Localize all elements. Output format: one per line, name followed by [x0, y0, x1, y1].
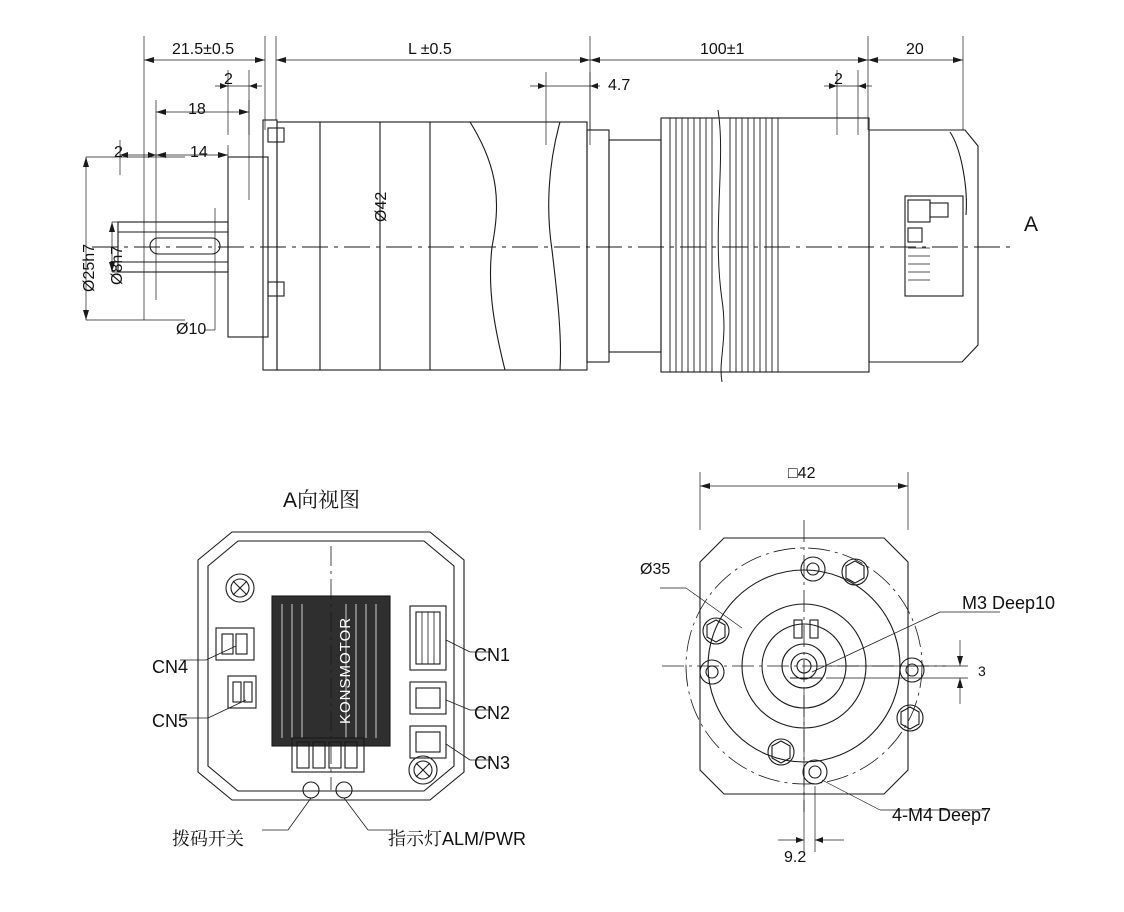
dim-key-seat: 14 — [190, 144, 208, 161]
dim-hole-position: 9.2 — [784, 849, 807, 866]
dim-flange-gap: 4.7 — [608, 77, 631, 94]
a-view-geometry — [180, 532, 492, 830]
dim-step-right: 2 — [834, 71, 843, 88]
callout-cn5: CN5 — [152, 711, 189, 731]
dim-shaft-boss-diameter: Ø25h7 — [81, 243, 98, 292]
callout-cn3: CN3 — [474, 753, 511, 773]
dim-pilot-diameter: Ø10 — [176, 321, 207, 338]
a-view-title: A向视图 — [283, 489, 361, 512]
dim-driver-length: 20 — [906, 41, 924, 58]
dim-center-tap: M3 Deep10 — [962, 593, 1056, 613]
callout-dip-switch: 拨码开关 — [172, 829, 244, 849]
mounting-holes — [700, 557, 924, 784]
dim-flat-depth: 3 — [978, 663, 986, 679]
dim-shaft-diameter: Ø8h7 — [109, 245, 126, 285]
dim-square-size: □42 — [788, 465, 816, 482]
dim-shaft-section: 21.5±0.5 — [172, 41, 235, 58]
view-arrow-label-a: A — [1024, 213, 1039, 236]
front-view-geometry — [660, 472, 1000, 852]
callout-cn1: CN1 — [474, 645, 511, 665]
dim-bolt-circle: Ø35 — [640, 561, 671, 578]
dim-gearbox-length: L ±0.5 — [408, 41, 452, 58]
callout-indicator-leds: 指示灯ALM/PWR — [388, 829, 527, 849]
dim-key-length: 18 — [188, 101, 206, 118]
main-side-view-geometry — [118, 110, 978, 382]
dim-motor-length: 100±1 — [700, 41, 745, 58]
dim-body-diameter: Ø42 — [373, 191, 390, 222]
dim-mounting-holes: 4-M4 Deep7 — [892, 805, 992, 825]
dim-step-left: 2 — [224, 71, 233, 88]
brand-label: KONSMOTOR — [337, 616, 354, 724]
callout-cn4: CN4 — [152, 657, 189, 677]
dim-small-step-left: 2 — [114, 144, 123, 161]
callout-cn2: CN2 — [474, 703, 511, 723]
